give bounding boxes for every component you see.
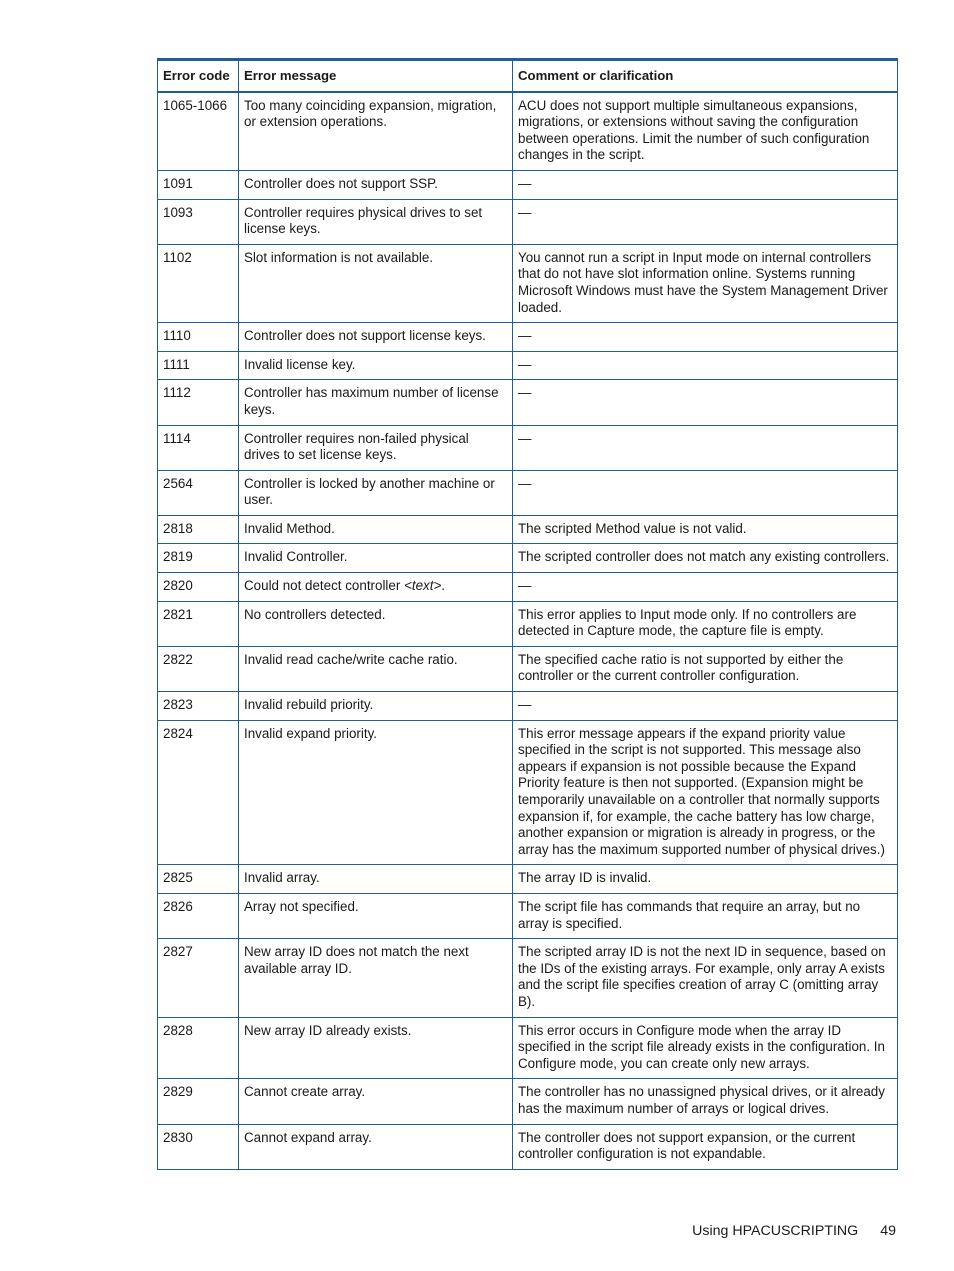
comment-cell: The controller does not support expansion, or the current controller configuration is not expandable. xyxy=(513,1124,898,1169)
error-message-cell: Slot information is not available. xyxy=(239,244,513,322)
comment-cell: The controller has no unassigned physical drives, or it already has the maximum number of arrays or logical drives. xyxy=(513,1079,898,1124)
error-message-cell: Invalid expand priority. xyxy=(239,720,513,865)
error-code-cell: 1112 xyxy=(158,380,239,425)
table-row xyxy=(158,92,898,171)
comment-cell: This error message appears if the expand priority value specified in the script is not supported. This message also appears if expansion is not possible because the Expand Priority feature is then not supported. (Expansion might be temporarily unavailable on a controller that normally supports expansion if, for example, the cache battery has low charge, another expansion or migration is already in progress, or the array has the maximum supported number of physical drives.) xyxy=(513,720,898,865)
error-code-cell: 2829 xyxy=(158,1079,239,1124)
error-message-cell: Cannot expand array. xyxy=(239,1124,513,1169)
error-code-cell: 2825 xyxy=(158,865,239,894)
table-row xyxy=(158,244,898,322)
table-row xyxy=(158,646,898,691)
table-row xyxy=(158,323,898,352)
error-code-cell: 1102 xyxy=(158,244,239,322)
error-code-cell: 2830 xyxy=(158,1124,239,1169)
error-code-cell: 2824 xyxy=(158,720,239,865)
error-message-suffix: . xyxy=(441,578,446,594)
table-row xyxy=(158,865,898,894)
comment-cell: This error occurs in Configure mode when the array ID specified in the script file already exists in the configuration. In Configure mode, you can create only new arrays. xyxy=(513,1017,898,1079)
error-code-cell: 1065-1066 xyxy=(158,92,239,171)
error-code-cell: 2822 xyxy=(158,646,239,691)
error-message-cell: New array ID already exists. xyxy=(239,1017,513,1079)
comment-cell: — xyxy=(513,380,898,425)
comment-cell: This error applies to Input mode only. If no controllers are detected in Capture mode, the capture file is empty. xyxy=(513,601,898,646)
table-row xyxy=(158,939,898,1017)
error-code-cell: 1091 xyxy=(158,170,239,199)
error-message-cell: Invalid Method. xyxy=(239,515,513,544)
comment-cell: — xyxy=(513,573,898,602)
page-number: 49 xyxy=(880,1223,896,1239)
table-row xyxy=(158,170,898,199)
error-message-cell: Controller is locked by another machine or user. xyxy=(239,470,513,515)
comment-cell: The scripted array ID is not the next ID in sequence, based on the IDs of the existing arrays. For example, only array A exists and the script file specifies creation of array C (omitting array B). xyxy=(513,939,898,1017)
table-row xyxy=(158,544,898,573)
error-message-cell: Controller does not support license keys. xyxy=(239,323,513,352)
error-message-cell: Controller has maximum number of license keys. xyxy=(239,380,513,425)
comment-cell: The script file has commands that require an array, but no array is specified. xyxy=(513,893,898,938)
table-row xyxy=(158,515,898,544)
comment-cell: — xyxy=(513,692,898,721)
comment-cell: The array ID is invalid. xyxy=(513,865,898,894)
error-code-cell: 1093 xyxy=(158,199,239,244)
error-code-cell: 1111 xyxy=(158,351,239,380)
comment-cell: The scripted Method value is not valid. xyxy=(513,515,898,544)
comment-cell: The specified cache ratio is not supported by either the controller or the current controller configuration. xyxy=(513,646,898,691)
error-code-cell: 2823 xyxy=(158,692,239,721)
comment-cell: — xyxy=(513,170,898,199)
table-row xyxy=(158,380,898,425)
error-message-cell: New array ID does not match the next available array ID. xyxy=(239,939,513,1017)
error-code-cell: 2564 xyxy=(158,470,239,515)
error-message-cell: Too many coinciding expansion, migration, or extension operations. xyxy=(239,92,513,171)
table-row xyxy=(158,893,898,938)
error-message-cell xyxy=(239,573,513,602)
comment-cell: — xyxy=(513,199,898,244)
error-message-cell: Invalid rebuild priority. xyxy=(239,692,513,721)
error-code-cell: 2819 xyxy=(158,544,239,573)
comment-cell: The scripted controller does not match any existing controllers. xyxy=(513,544,898,573)
error-code-cell: 1114 xyxy=(158,425,239,470)
table-row xyxy=(158,1079,898,1124)
error-code-table xyxy=(157,58,898,1170)
table-row xyxy=(158,1017,898,1079)
table-row xyxy=(158,720,898,865)
error-code-cell: 2826 xyxy=(158,893,239,938)
error-code-cell: 2827 xyxy=(158,939,239,1017)
error-message-placeholder: <text> xyxy=(404,578,442,594)
header-row xyxy=(158,60,898,92)
error-message-cell: Cannot create array. xyxy=(239,1079,513,1124)
table-header xyxy=(158,60,898,92)
comment-cell: — xyxy=(513,323,898,352)
error-message-cell: Controller requires physical drives to set license keys. xyxy=(239,199,513,244)
error-message-cell: Invalid array. xyxy=(239,865,513,894)
table-row xyxy=(158,351,898,380)
error-message-cell: Invalid Controller. xyxy=(239,544,513,573)
table-body xyxy=(158,92,898,1170)
error-code-cell: 2818 xyxy=(158,515,239,544)
table-row xyxy=(158,573,898,602)
error-code-cell: 1110 xyxy=(158,323,239,352)
error-message-cell: Array not specified. xyxy=(239,893,513,938)
table-row xyxy=(158,425,898,470)
footer-section-title: Using HPACUSCRIPTING xyxy=(692,1223,859,1239)
header-error-code: Error code xyxy=(158,60,239,92)
error-code-cell: 2828 xyxy=(158,1017,239,1079)
error-message-cell: Invalid read cache/write cache ratio. xyxy=(239,646,513,691)
table-row xyxy=(158,692,898,721)
comment-cell: — xyxy=(513,351,898,380)
error-message-cell: No controllers detected. xyxy=(239,601,513,646)
error-message-cell: Controller does not support SSP. xyxy=(239,170,513,199)
error-code-cell: 2820 xyxy=(158,573,239,602)
page-footer xyxy=(692,1223,896,1239)
comment-cell: — xyxy=(513,470,898,515)
error-message-cell: Controller requires non-failed physical drives to set license keys. xyxy=(239,425,513,470)
table-row xyxy=(158,601,898,646)
comment-cell: ACU does not support multiple simultaneous expansions, migrations, or extensions without saving the configuration between operations. Limit the number of such configuration changes in the script. xyxy=(513,92,898,171)
error-message-cell: Invalid license key. xyxy=(239,351,513,380)
error-code-cell: 2821 xyxy=(158,601,239,646)
table-row xyxy=(158,1124,898,1169)
table-row xyxy=(158,470,898,515)
table-row xyxy=(158,199,898,244)
header-comment: Comment or clarification xyxy=(513,60,898,92)
header-error-message: Error message xyxy=(239,60,513,92)
error-message-text: Could not detect controller xyxy=(244,578,401,594)
comment-cell: — xyxy=(513,425,898,470)
comment-cell: You cannot run a script in Input mode on internal controllers that do not have slot information online. Systems running Microsoft Windows must have the System Management Driver loaded. xyxy=(513,244,898,322)
